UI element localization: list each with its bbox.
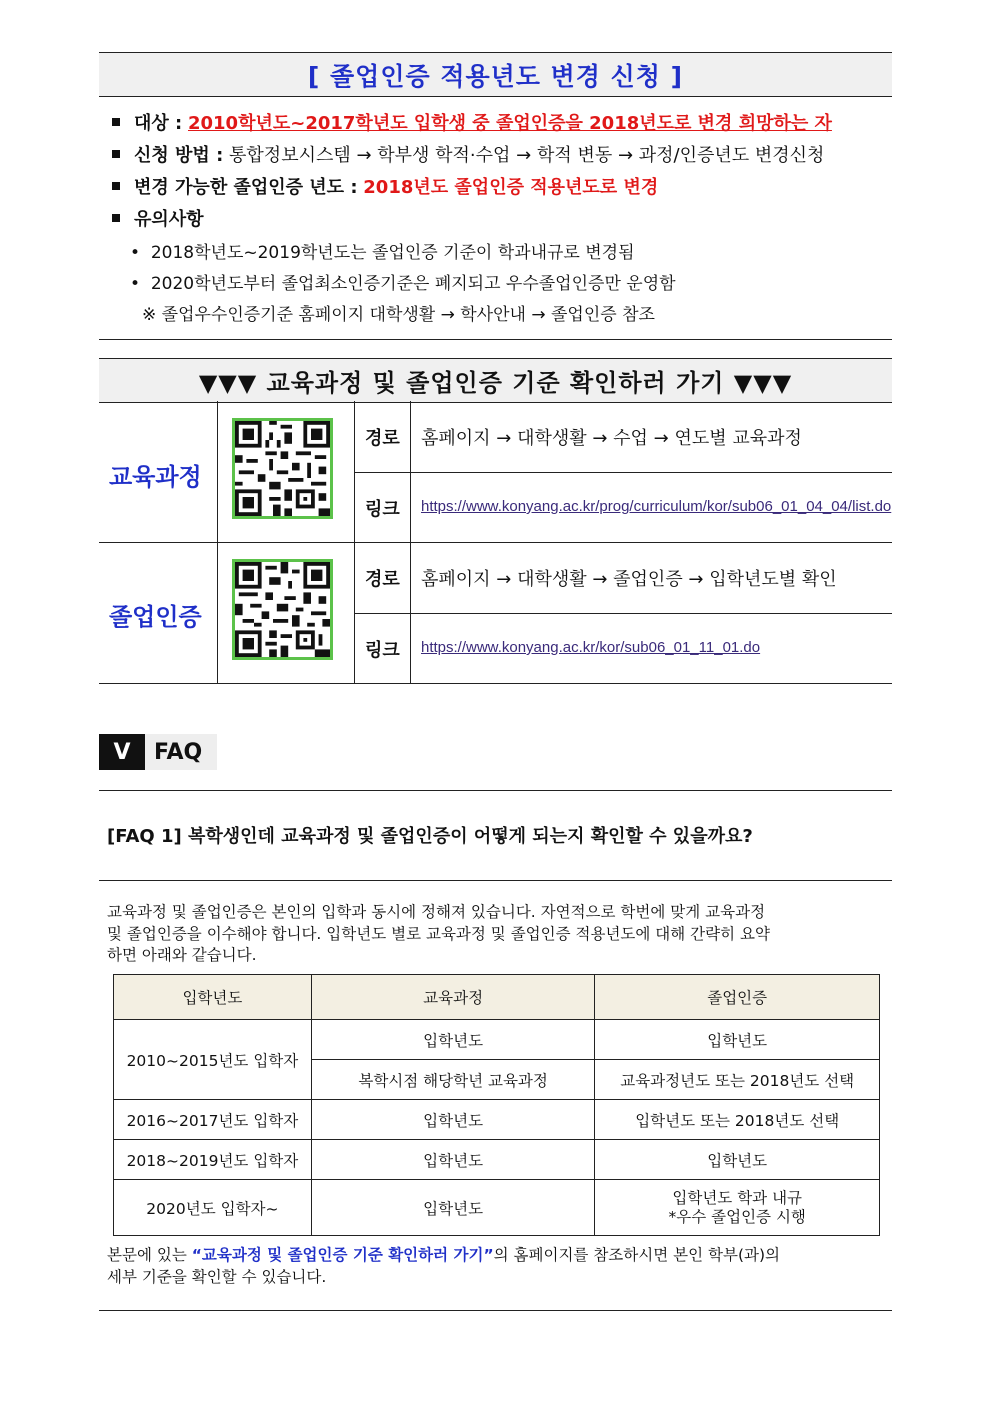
bullet-square-icon — [112, 118, 120, 126]
bullet-dot-icon: • — [130, 243, 151, 263]
note-2-text: 2020학년도부터 졸업최소인증기준은 폐지되고 우수졸업인증만 운영함 — [150, 274, 676, 294]
header-cert: 졸업인증 — [595, 975, 880, 1020]
note-1-text: 2018학년도~2019학년도는 졸업인증 기준이 학과내규로 변경됨 — [150, 243, 635, 263]
table-header-row — [114, 975, 880, 1020]
header-year: 입학년도 — [114, 975, 312, 1020]
answer-line: 및 졸업인증을 이수해야 합니다. 입학년도 별로 교육과정 및 졸업인증 적용년도에 대해 간략히 요약 — [107, 924, 770, 943]
cert-cell: 입학년도 또는 2018년도 선택 — [595, 1100, 880, 1140]
closing-highlight: “교육과정 및 졸업인증 기준 확인하러 가기” — [191, 1246, 494, 1264]
cert-cell — [595, 1180, 880, 1236]
path-label-curriculum: 경로 — [365, 428, 400, 449]
note-1 — [130, 238, 635, 263]
cert-cell: 입학년도 — [595, 1020, 880, 1060]
link-graduation[interactable]: https://www.konyang.ac.kr/kor/sub06_01_11_01.do — [421, 639, 761, 656]
method-label: 신청 방법 : — [134, 145, 224, 166]
closing-line-2: 세부 기준을 확인할 수 있습니다. — [107, 1267, 327, 1286]
divider — [99, 880, 892, 881]
year-cell: 2010~2015년도 입학자 — [114, 1020, 312, 1100]
bullet-square-icon — [112, 214, 120, 222]
guide-title: ▼▼▼ 교육과정 및 졸업인증 기준 확인하러 가기 ▼▼▼ — [99, 358, 892, 403]
year-cell: 2016~2017년도 입학자 — [114, 1100, 312, 1140]
bullet-square-icon — [112, 150, 120, 158]
reference-note: ※ 졸업우수인증기준 홈페이지 대학생활 → 학사안내 → 졸업인증 참조 — [142, 305, 655, 325]
divider — [99, 339, 892, 340]
change-request-title: [ 졸업인증 적용년도 변경 신청 ] — [99, 52, 892, 97]
curriculum-cell: 입학년도 — [311, 1100, 595, 1140]
target-label: 대상 : — [134, 113, 183, 134]
table-row — [114, 1140, 880, 1180]
faq-question: [FAQ 1] 복학생인데 교육과정 및 졸업인증이 어떻게 되는지 확인할 수 있을까요? — [107, 826, 753, 847]
cert-cell: 교육과정년도 또는 2018년도 선택 — [595, 1060, 880, 1100]
year-label: 변경 가능한 졸업인증 년도 : — [134, 177, 358, 198]
answer-line: 하면 아래와 같습니다. — [107, 946, 257, 964]
admission-year-table — [113, 974, 880, 1236]
category-curriculum: 교육과정 — [109, 463, 202, 491]
year-cell: 2018~2019년도 입학자 — [114, 1140, 312, 1180]
table-row — [114, 1100, 880, 1140]
cert-line: *우수 졸업인증 시행 — [668, 1207, 806, 1226]
curriculum-cell: 입학년도 — [311, 1180, 595, 1236]
year-cell: 2020년도 입학자~ — [114, 1180, 312, 1236]
link-curriculum[interactable]: https://www.konyang.ac.kr/prog/curriculum/kor/sub06_01_04_04/list.do — [421, 498, 892, 515]
qr-code-icon — [235, 562, 330, 657]
closing-pre: 본문에 있는 — [107, 1246, 192, 1264]
target-value: 2010학년도~2017학년도 입학생 중 졸업인증을 2018년도로 변경 희망하는 자 — [187, 113, 832, 134]
qr-code-icon — [235, 421, 330, 516]
closing-post: 의 홈페이지를 참조하시면 본인 학부(과)의 — [493, 1246, 780, 1264]
cert-cell: 입학년도 — [595, 1140, 880, 1180]
year-item — [112, 173, 658, 199]
method-item — [112, 141, 824, 167]
note-2 — [130, 269, 676, 294]
link-label-curriculum: 링크 — [365, 499, 400, 520]
curriculum-cell: 복학시점 해당학년 교육과정 — [311, 1060, 595, 1100]
answer-line: 교육과정 및 졸업인증은 본인의 입학과 동시에 정해져 있습니다. 자연적으로 학번에 맞게 교육과정 — [107, 903, 766, 921]
faq-answer — [107, 902, 884, 967]
category-graduation: 졸업인증 — [109, 603, 202, 631]
header-curriculum: 교육과정 — [311, 975, 595, 1020]
path-label-graduation: 경로 — [365, 569, 400, 590]
curriculum-cell: 입학년도 — [311, 1140, 595, 1180]
bullet-dot-icon: • — [130, 274, 151, 294]
faq-section-title: FAQ — [145, 734, 217, 770]
path-graduation: 홈페이지 → 대학생활 → 졸업인증 → 입학년도별 확인 — [421, 569, 837, 590]
notes-label: 유의사항 — [134, 209, 204, 230]
table-row — [114, 1020, 880, 1060]
guide-table — [99, 401, 892, 684]
qr-code-curriculum[interactable] — [232, 418, 333, 519]
cert-line: 입학년도 학과 내규 — [672, 1188, 803, 1207]
link-label-graduation: 링크 — [365, 640, 400, 661]
divider — [99, 790, 892, 791]
divider — [99, 1310, 892, 1311]
faq-section-badge: V — [99, 734, 145, 770]
faq-closing — [107, 1245, 884, 1288]
notes-item — [112, 205, 204, 231]
path-curriculum: 홈페이지 → 대학생활 → 수업 → 연도별 교육과정 — [421, 428, 802, 449]
bullet-square-icon — [112, 182, 120, 190]
curriculum-cell: 입학년도 — [311, 1020, 595, 1060]
method-value: 통합정보시스템 → 학부생 학적·수업 → 학적 변동 → 과정/인증년도 변경신청 — [229, 145, 825, 166]
qr-code-graduation[interactable] — [232, 559, 333, 660]
target-item — [112, 109, 832, 135]
table-row — [114, 1180, 880, 1236]
year-value: 2018년도 졸업인증 적용년도로 변경 — [363, 177, 659, 198]
